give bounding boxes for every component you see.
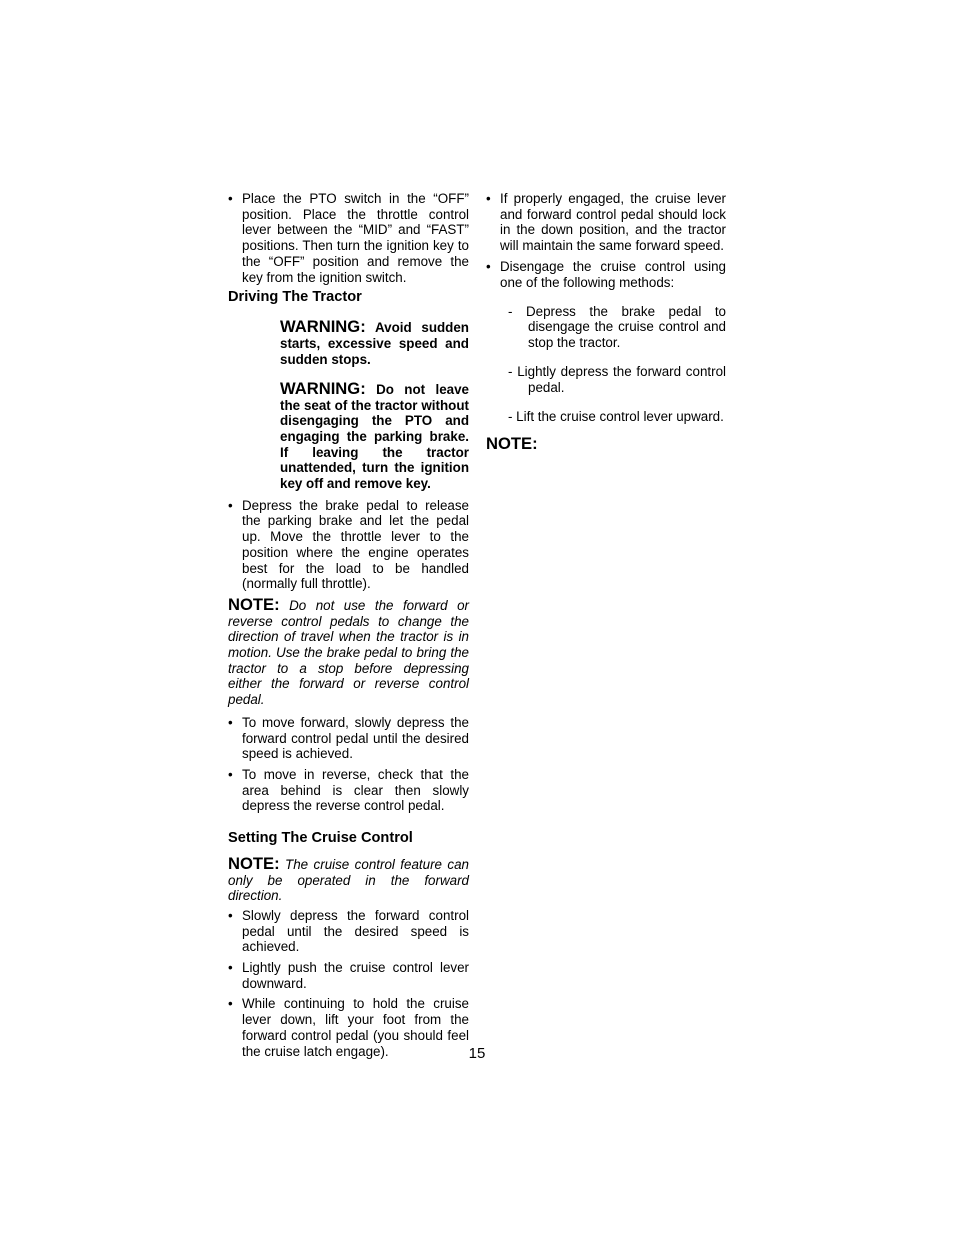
note-cruise-forward: [228, 853, 469, 904]
dash-item-depress-forward: - Lightly depress the forward control pedal.: [508, 364, 726, 395]
bullet-hold-cruise-lever: • While continuing to hold the cruise lever down, lift your foot from the forward control pedal (you should feel the cruise latch engage).: [228, 996, 469, 1059]
heading-driving-the-tractor: Driving The Tractor: [228, 289, 362, 306]
warning-label: WARNING:: [280, 378, 366, 398]
left-column: [228, 191, 469, 1064]
note-text: Do not use the forward or reverse control pedals to change the direction of travel when the tractor is in motion. Use the brake pedal to bring the tractor to a stop before depressing either the forward or reverse control pedal.: [228, 597, 469, 708]
bullet-brake-pedal: • Depress the brake pedal to release the parking brake and let the pedal up. Move the throttle lever to the position where the engine operates best for the load to be handled (normally full throttle).: [228, 498, 469, 592]
bullet-move-forward: • To move forward, slowly depress the forward control pedal until the desired speed is achieved.: [228, 715, 469, 762]
warning-text: Do not leave the seat of the tractor without disengaging the PTO and engaging the parking brake. If leaving the tractor unattended, turn the ignition key off and remove key.: [280, 381, 469, 492]
note-label: NOTE:: [486, 433, 538, 453]
heading-setting-cruise-control: Setting The Cruise Control: [228, 830, 413, 847]
bullet-pto-switch: • Place the PTO switch in the “OFF” position. Place the throttle control lever between the “MID” and “FAST” positions. Then turn the ignition key to the “OFF” position and remove the key from the ignition switch.: [228, 191, 469, 285]
bullet-push-cruise-lever: • Lightly push the cruise control lever downward.: [228, 960, 469, 991]
dash-item-depress-brake: - Depress the brake pedal to disengage the cruise control and stop the tractor.: [508, 303, 726, 351]
warning-sudden-starts: [280, 319, 469, 367]
warning-leave-seat: [280, 378, 469, 492]
bullet-slowly-depress: • Slowly depress the forward control pedal until the desired speed is achieved.: [228, 908, 469, 955]
page-number: 15: [468, 1045, 486, 1062]
note-control-pedals: [228, 594, 469, 708]
warning-label: WARNING:: [280, 317, 366, 337]
note-label: NOTE:: [228, 594, 280, 614]
dash-item-lift-lever: - Lift the cruise control lever upward.: [508, 408, 724, 424]
warning-text: Avoid sudden starts, excessive speed and sudden stops.: [280, 320, 469, 367]
bullet-move-reverse: • To move in reverse, check that the area behind is clear then slowly depress the reverse control pedal.: [228, 767, 469, 814]
bullet-disengage-cruise: • Disengage the cruise control using one of the following methods:: [486, 259, 726, 290]
note-label: NOTE:: [228, 853, 280, 873]
bullet-properly-engaged: • If properly engaged, the cruise lever and forward control pedal should lock in the down position, and the tractor will maintain the same forward speed.: [486, 191, 726, 254]
note-text: The cruise control feature can only be operated in the forward direction.: [228, 856, 469, 904]
right-column: [486, 191, 726, 451]
